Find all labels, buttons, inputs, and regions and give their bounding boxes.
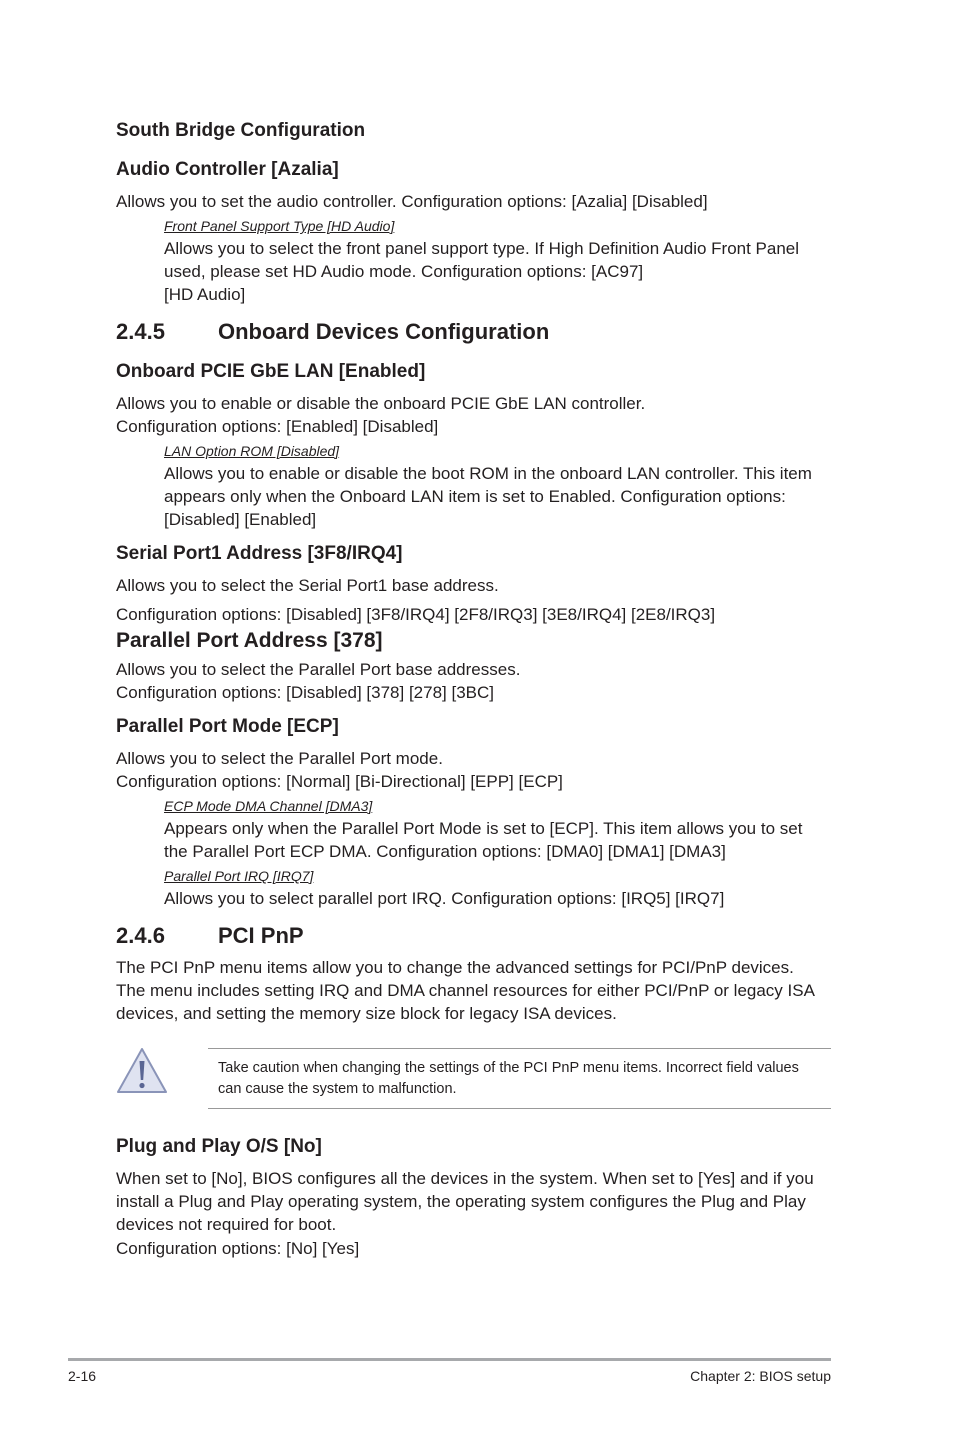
note-line: can cause the system to malfunction. (218, 1081, 457, 1097)
sub-item-line: Allows you to enable or disable the boot ROM in the onboard LAN controller. This item (164, 464, 812, 483)
section-title: Onboard Devices Configuration (218, 319, 550, 344)
sub-item-heading: Front Panel Support Type [HD Audio] (164, 218, 395, 234)
item-heading: Audio Controller [Azalia] (116, 159, 339, 180)
note-bottom-rule (208, 1108, 831, 1109)
warning-icon (116, 1046, 168, 1096)
section-number: 2.4.6 (116, 923, 165, 948)
item-description: Configuration options: [Normal] [Bi-Directional] [EPP] [ECP] (116, 772, 563, 791)
section-heading: South Bridge Configuration (116, 120, 366, 141)
item-description: Allows you to select the Parallel Port mode. (116, 749, 443, 768)
item-description: Allows you to select the Serial Port1 base address. (116, 576, 499, 595)
sub-item-line: Allows you to select the front panel support type. If High Definition Audio Front Panel (164, 239, 800, 258)
sub-item-line: used, please set HD Audio mode. Configuration options: [AC97] (164, 262, 644, 281)
item-heading: Parallel Port Address [378] (116, 629, 383, 652)
note-line: Take caution when changing the settings of the PCI PnP menu items. Incorrect field values (218, 1060, 799, 1076)
sub-item-line: Allows you to select parallel port IRQ. Configuration options: [IRQ5] [IRQ7] (164, 889, 725, 908)
item-description: Allows you to set the audio controller. Configuration options: [Azalia] [Disabled] (116, 192, 708, 211)
item-description: Configuration options: [No] [Yes] (116, 1239, 360, 1258)
item-heading: Plug and Play O/S [No] (116, 1136, 322, 1157)
sub-item-line: the Parallel Port ECP DMA. Configuration options: [DMA0] [DMA1] [DMA3] (164, 842, 726, 861)
item-description: devices not required for boot. (116, 1215, 337, 1234)
sub-item-heading: Parallel Port IRQ [IRQ7] (164, 868, 314, 884)
item-description: install a Plug and Play operating system, the operating system configures the Plug and Play (116, 1192, 806, 1211)
item-description: Configuration options: [Disabled] [378] [278] [3BC] (116, 683, 495, 702)
footer-rule (68, 1358, 831, 1361)
sub-item-line: [HD Audio] (164, 285, 246, 304)
paragraph-line: The PCI PnP menu items allow you to change the advanced settings for PCI/PnP devices. (116, 958, 794, 977)
chapter-title: Chapter 2: BIOS setup (690, 1368, 831, 1384)
item-description: When set to [No], BIOS configures all the devices in the system. When set to [Yes] and if you (116, 1169, 814, 1188)
item-description: Configuration options: [Disabled] [3F8/IRQ4] [2F8/IRQ3] [3E8/IRQ4] [2E8/IRQ3] (116, 605, 716, 624)
paragraph-line: The menu includes setting IRQ and DMA channel resources for either PCI/PnP or legacy ISA (116, 981, 815, 1000)
item-description: Allows you to enable or disable the onboard PCIE GbE LAN controller. (116, 394, 646, 413)
sub-item-line: Appears only when the Parallel Port Mode is set to [ECP]. This item allows you to set (164, 819, 803, 838)
sub-item-heading: ECP Mode DMA Channel [DMA3] (164, 798, 373, 814)
item-description: Allows you to select the Parallel Port base addresses. (116, 660, 521, 679)
item-heading: Onboard PCIE GbE LAN [Enabled] (116, 361, 426, 382)
paragraph-line: devices, and setting the memory size block for legacy ISA devices. (116, 1004, 617, 1023)
item-heading: Serial Port1 Address [3F8/IRQ4] (116, 543, 403, 564)
section-title: PCI PnP (218, 923, 304, 948)
sub-item-line: [Disabled] [Enabled] (164, 510, 317, 529)
item-description: Configuration options: [Enabled] [Disabled] (116, 417, 439, 436)
sub-item-line: appears only when the Onboard LAN item is set to Enabled. Configuration options: (164, 487, 786, 506)
note-top-rule (208, 1048, 831, 1049)
sub-item-heading: LAN Option ROM [Disabled] (164, 443, 340, 459)
section-number: 2.4.5 (116, 319, 165, 344)
item-heading: Parallel Port Mode [ECP] (116, 716, 339, 737)
page-number: 2-16 (68, 1368, 97, 1384)
